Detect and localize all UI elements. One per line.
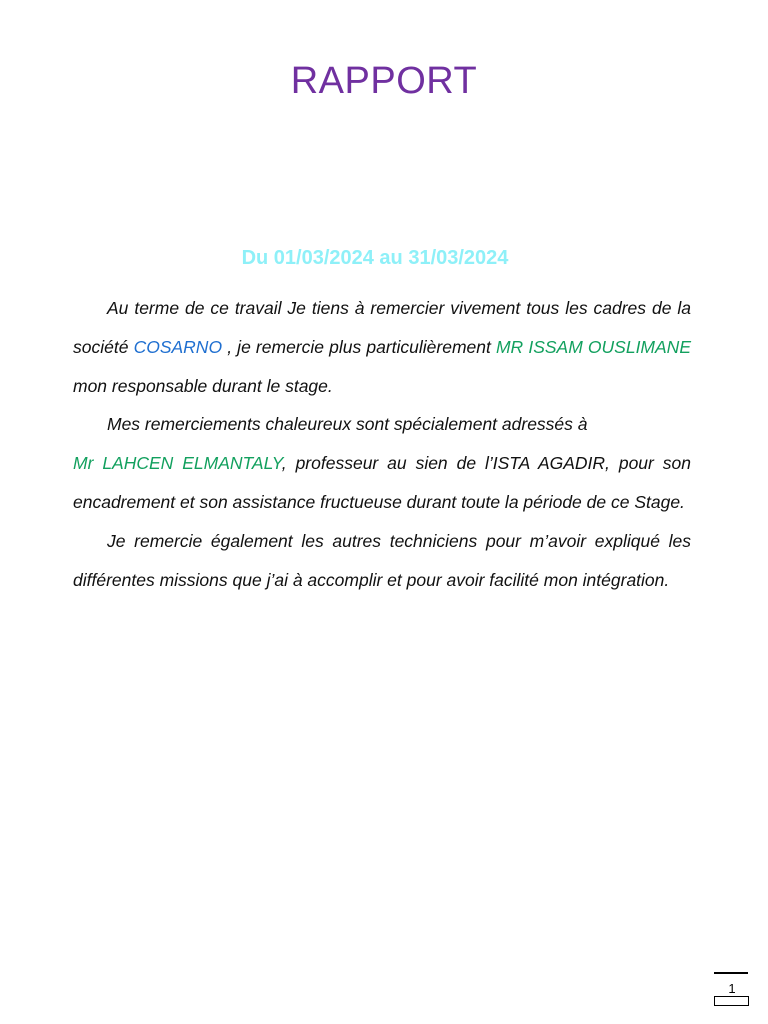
footer-box: [714, 996, 749, 1006]
document-title: RAPPORT: [290, 60, 478, 102]
responsible-name: MR ISSAM OUSLIMANE: [495, 336, 691, 357]
paragraph-1-text-middle: , je remercie plus particulièrement: [222, 336, 496, 357]
paragraph-thanks-technicians: [73, 522, 691, 600]
paragraph-2-text: Mes remerciements chaleureux sont spécialement adressés à: [107, 414, 588, 435]
paragraph-thanks-intro: [73, 405, 691, 444]
company-name: COSARNO: [133, 336, 223, 357]
paragraph-thanks-professor: [73, 444, 691, 522]
page-number: 1: [728, 981, 736, 996]
paragraph-1-text-start: Au terme de ce travail Je tiens à remercier vivement tous les cadres de la société: [73, 298, 691, 357]
report-period: Du 01/03/2024 au 31/03/2024: [241, 247, 509, 269]
page-footer: [714, 972, 750, 1006]
acknowledgement-text: [73, 289, 691, 599]
professor-name: Mr LAHCEN ELMANTALY: [73, 453, 282, 474]
footer-rule: [714, 972, 748, 974]
paragraph-4-text: Je remercie également les autres techniciens pour m’avoir expliqué les différentes missions que j’ai à accomplir et pour avoir facilité mon intégration.: [73, 530, 691, 590]
paragraph-3-text: , professeur au sien de l’ISTA AGADIR, pour son encadrement et son assistance fructueuse durant toute la période de ce Stage.: [73, 453, 692, 512]
paragraph-thanks-company: [73, 289, 691, 405]
paragraph-1-text-end: mon responsable durant le stage.: [73, 375, 333, 396]
